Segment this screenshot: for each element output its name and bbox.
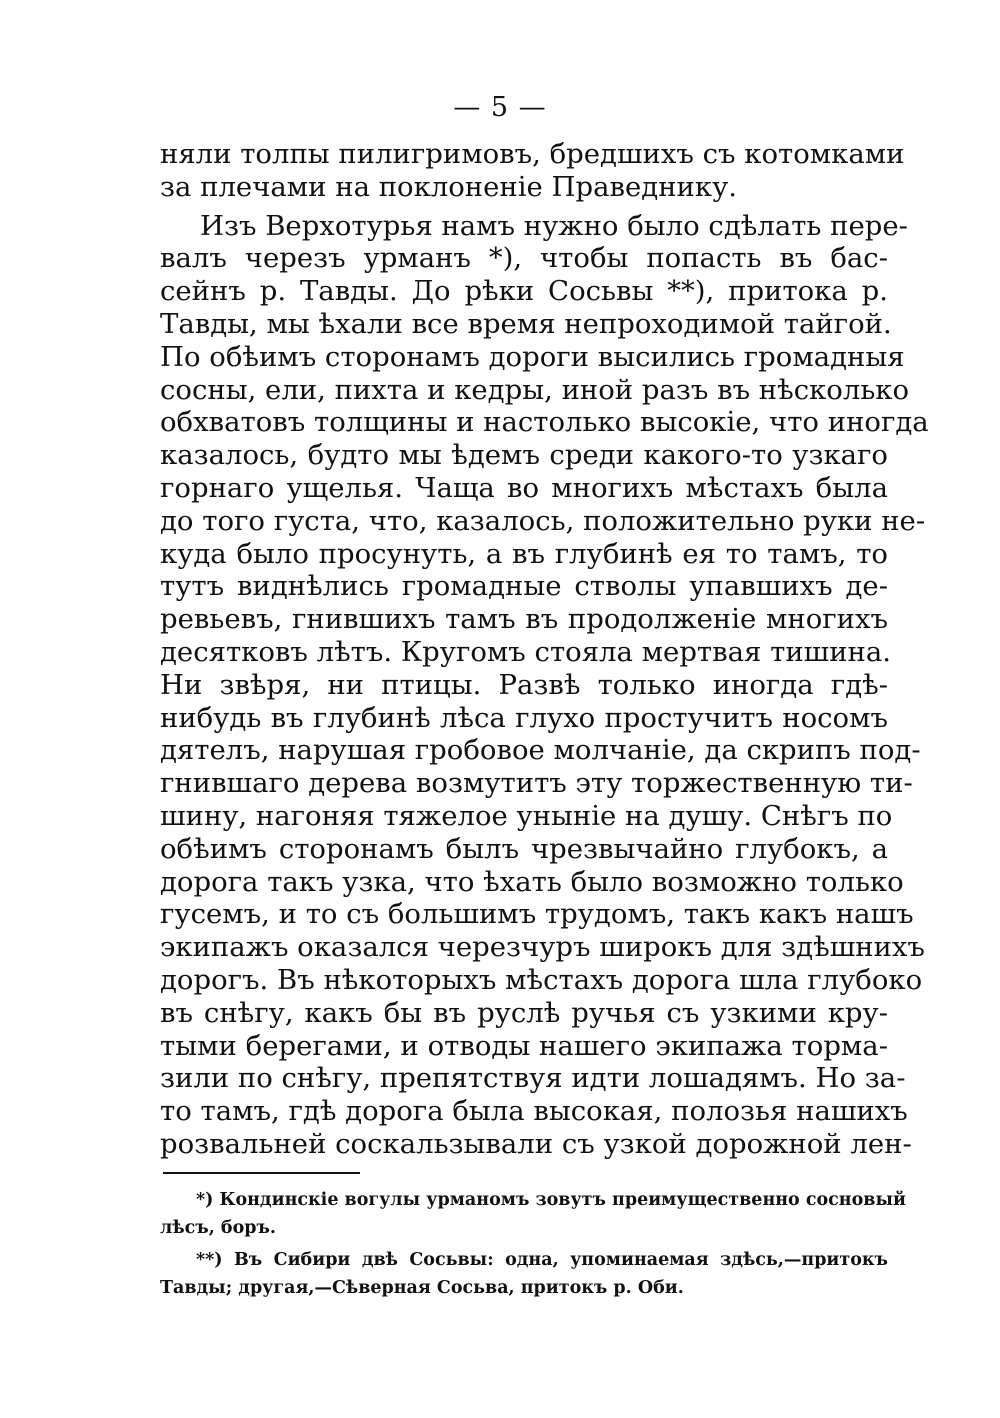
text-line: Тавды, мы ѣхали все время непроходимой тайгой. [160,307,892,340]
text-line: дятелъ, нарушая гробовое молчаніе, да скрипъ под- [160,734,921,767]
text-line: Изъ Верхотурья намъ нужно было сдѣлать пере- [200,209,908,242]
text-line: тыми берегами, и отводы нашего экипажа торма- [160,1029,888,1062]
page-number: — 5 — [453,92,547,123]
text-line: въ снѣгу, какъ бы въ руслѣ ручья съ узкими кру- [160,996,888,1029]
footnote-line: Тавды; другая,—Сѣверная Сосьва, притокъ р. Оби. [160,1278,684,1298]
text-line: гнившаго дерева возмутитъ эту торжественную ти- [160,767,913,800]
text-line: валъ черезъ урманъ *), чтобы попасть въ бас- [160,242,888,275]
text-line: казалось, будто мы ѣдемъ среди какого-то узкаго [160,439,888,472]
text-line: ревьевъ, гнившихъ тамъ въ продолженіе многихъ [160,603,888,636]
text-line: нибудь въ глубинѣ лѣса глухо простучитъ носомъ [160,701,888,734]
text-line: то тамъ, гдѣ дорога была высокая, полозья нашихъ [160,1095,908,1128]
footnote-line: **) Въ Сибири двѣ Сосьвы: одна, упоминаемая здѣсь,—притокъ [196,1250,888,1270]
text-line: дорога такъ узка, что ѣхать было возможно только [160,865,904,898]
text-line: розвальней соскальзывали съ узкой дорожной лен- [160,1127,912,1160]
text-line: сейнъ р. Тавды. До рѣки Сосьвы **), притока р. [160,275,888,308]
text-line: до того густа, что, казалось, положительно руки не- [160,504,926,537]
text-line: экипажъ оказался черезчуръ широкъ для здѣшнихъ [160,931,925,964]
text-line: шину, нагоняя тяжелое уныніе на душу. Снѣгъ по [160,799,893,832]
footnotes [160,1186,906,1302]
text-line: обѣимъ сторонамъ былъ чрезвычайно глубокъ, а [160,832,888,865]
main-text [160,138,929,1161]
text-line: гусемъ, и то съ большимъ трудомъ, такъ какъ нашъ [160,898,914,931]
text-line: дорогъ. Въ нѣкоторыхъ мѣстахъ дорога шла глубоко [160,963,923,996]
footnote-line: лѣсъ, боръ. [160,1218,277,1238]
text-line: Ни звѣря, ни птицы. Развѣ только иногда гдѣ- [160,668,888,701]
text-line: тутъ виднѣлись громадные стволы упавшихъ де- [160,570,888,603]
footnote-line: *) Кондинскіе вогулы урманомъ зовутъ преимущественно сосновый [196,1190,906,1210]
text-line: няли толпы пилигримовъ, бредшихъ съ котомками [160,138,905,170]
text-line: зили по снѣгу, препятствуя идти лошадямъ. Но за- [160,1062,906,1095]
footnote-divider [163,1172,360,1174]
text-line: куда было просунуть, а въ глубинѣ ея то тамъ, то [160,537,888,570]
text-line: По обѣимъ сторонамъ дороги высились громадныя [160,340,905,373]
text-line: горнаго ущелья. Чаща во многихъ мѣстахъ была [160,471,888,504]
text-line: за плечами на поклоненіе Праведнику. [160,170,737,203]
text-line: десятковъ лѣтъ. Кругомъ стояла мертвая тишина. [160,635,892,668]
text-line: сосны, ели, пихта и кедры, иной разъ въ нѣсколько [160,373,910,406]
text-line: обхватовъ толщины и настолько высокіе, что иногда [160,406,929,439]
